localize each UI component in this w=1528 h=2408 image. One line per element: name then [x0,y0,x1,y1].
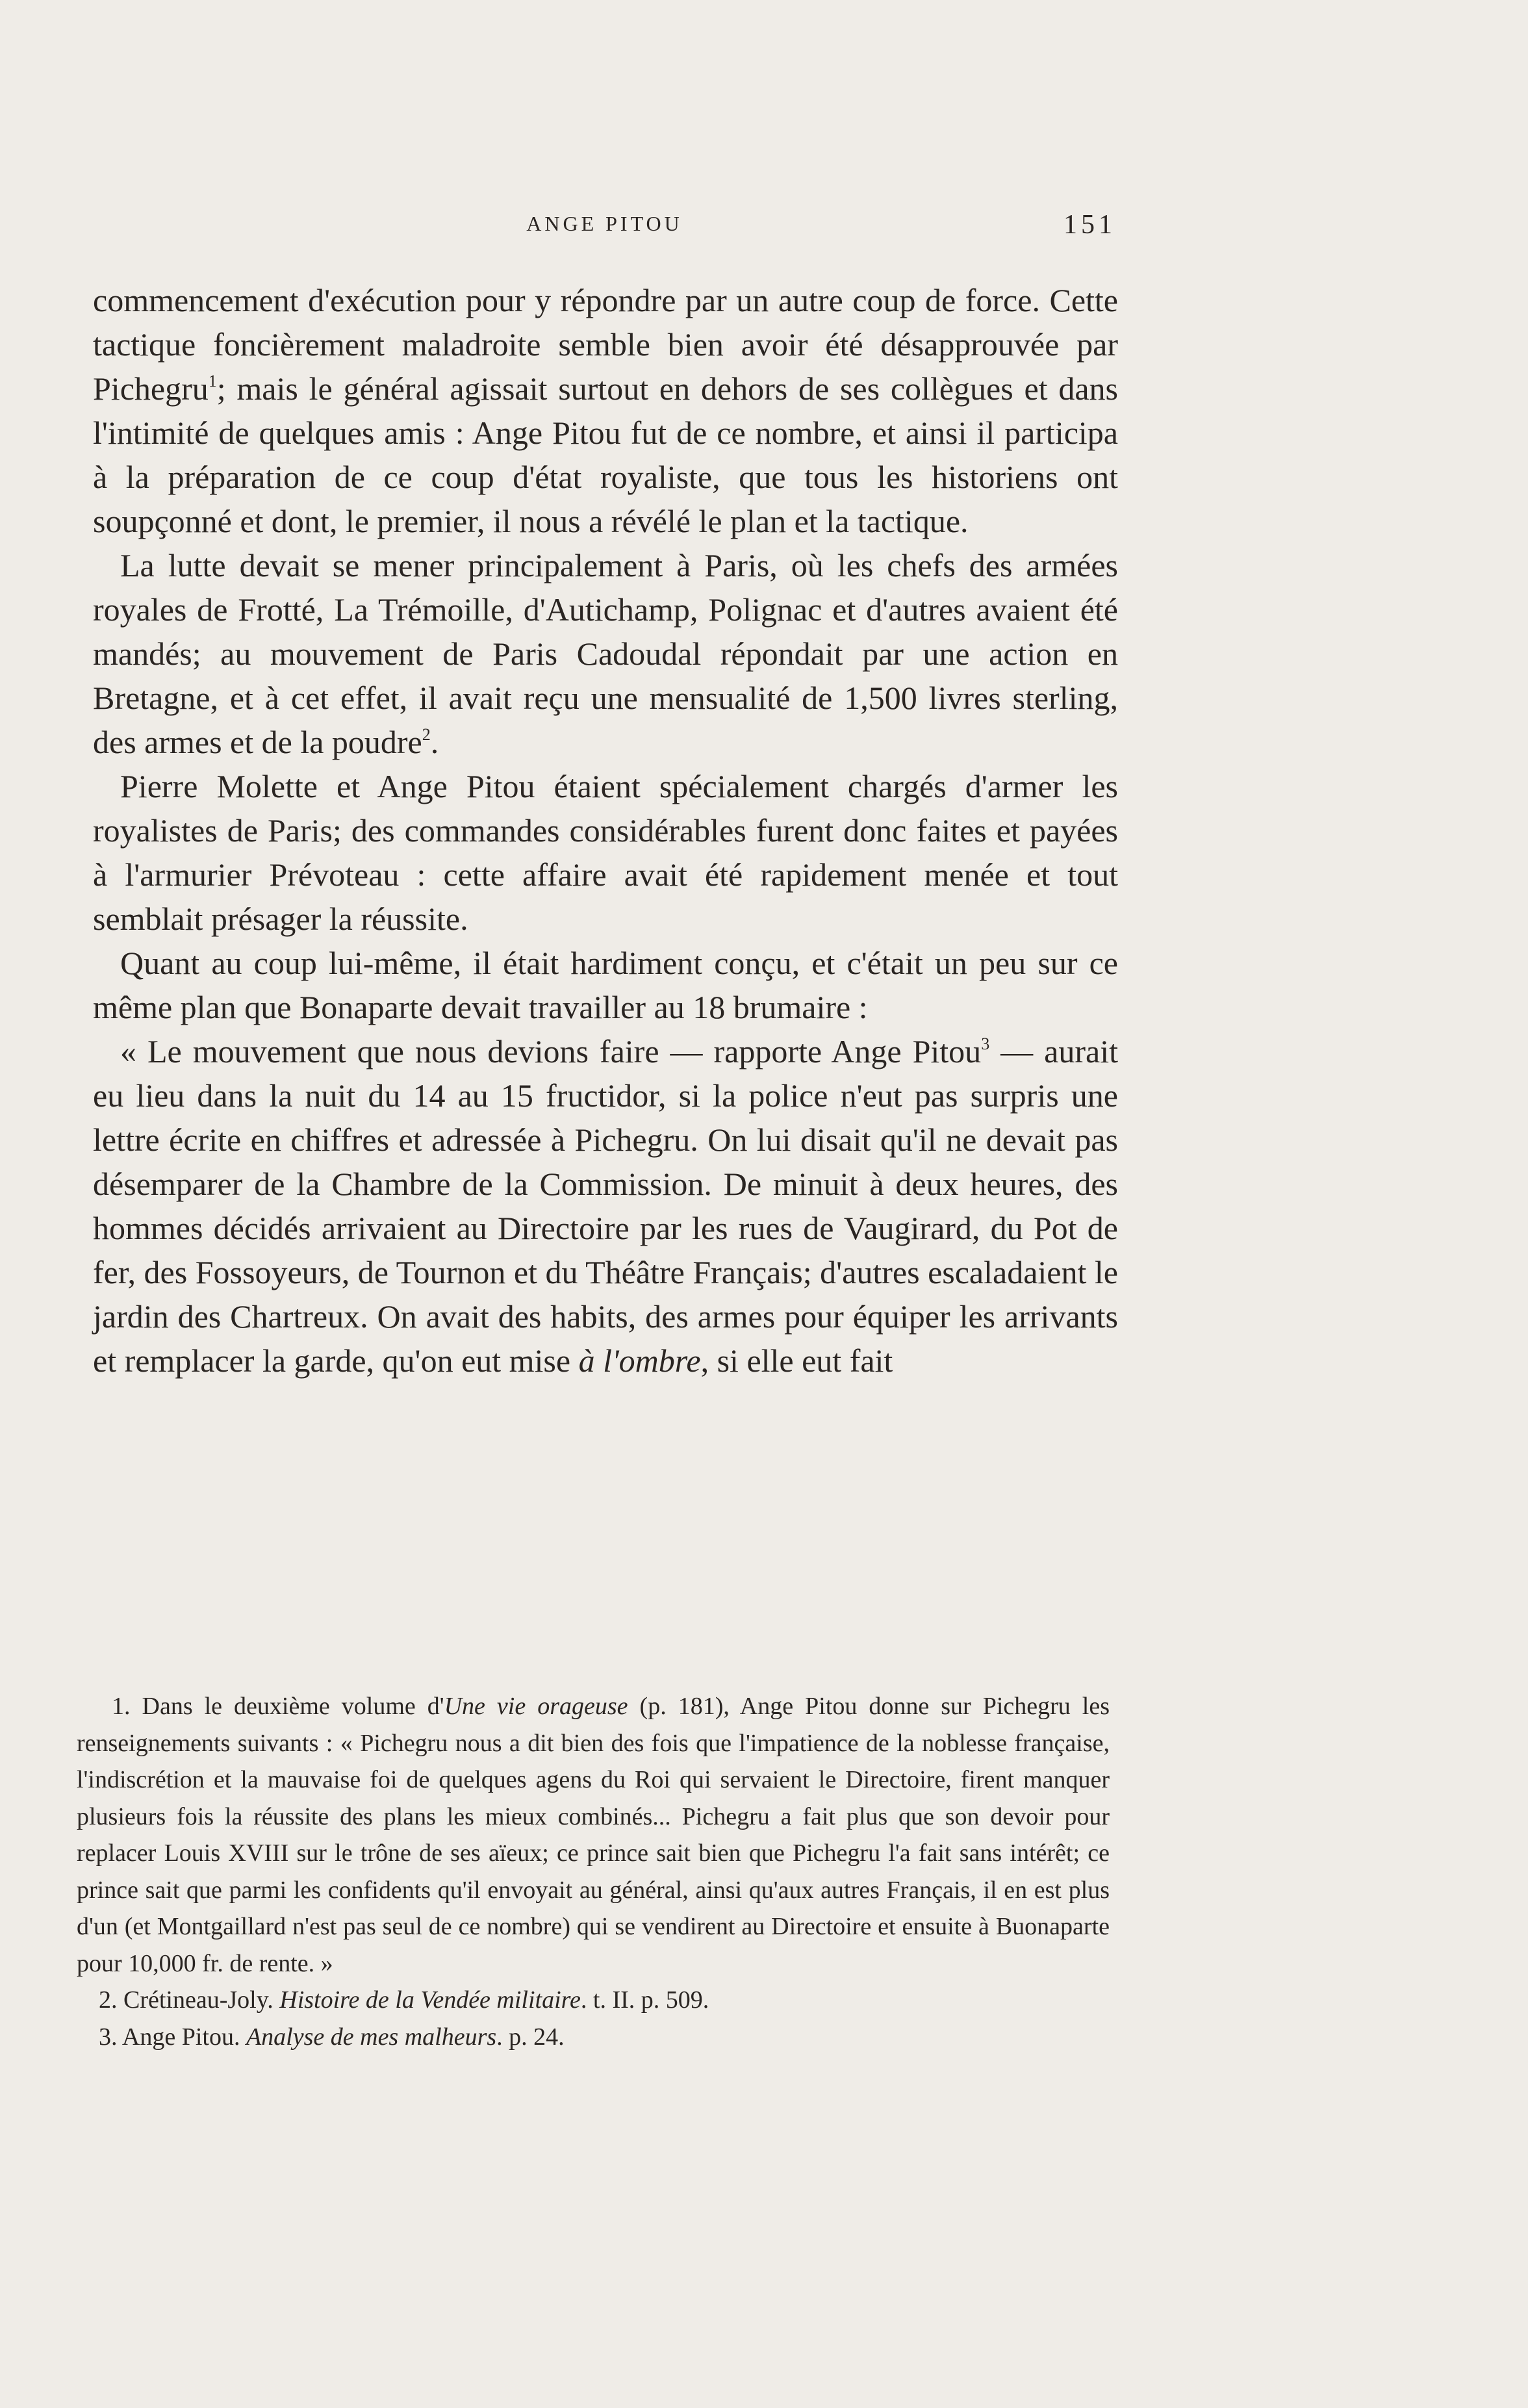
paragraph-5-italic: à l'ombre [578,1342,701,1379]
footnote-3 [77,2019,1110,2056]
footnote-1-text-cont: (p. 181), Ange Pitou donne sur Pichegru les renseignements suivants : « Pichegru nous a dit bien des fois que l'impatience de la noblesse française, l'indiscrétion et la mauvaise foi de quelques agens du Roi qui servaient le Directoire, firent manquer plusieurs fois la réussite des plans les mieux combinés... Pichegru a fait plus que son devoir pour replacer Louis XVIII sur le trône de ses aïeux; ce prince sait bien que Pichegru l'a fait sans intérêt; ce prince sait que parmi les confidents qu'il envoyait au général, ainsi qu'aux autres Français, il en est plus d'un (et Montgaillard n'est pas seul de ce nombre) qui se vendirent au Directoire et ensuite à Buonaparte pour 10,000 fr. de rente. » [77,1693,1110,1977]
paragraph-5-text-end: , si elle eut fait [700,1342,893,1379]
footnote-1-title: Une vie orageuse [444,1693,628,1720]
paragraph-4: Quant au coup lui-même, il était hardiment conçu, et c'était un peu sur ce même plan que Bonaparte devait travailler au 18 brumaire : [93,945,1118,1025]
footnote-1-text: Dans le deuxième volume d' [130,1693,444,1720]
footnote-ref-2: 2 [422,725,431,744]
paragraph-1-text-cont: ; mais le général agissait surtout en dehors de ses collègues et dans l'intimité de quelques amis : Ange Pitou fut de ce nombre, et ainsi il participa à la préparation de ce coup d'état royaliste, que tous les historiens ont soupçonné et dont, le premier, il nous a révélé le plan et la tactique. [93,370,1118,539]
footnote-2-text-cont: . t. II. p. 509. [580,1986,709,2014]
footnote-2-number: 2. [99,1986,118,2014]
footnote-2-text: Crétineau-Joly. [117,1986,280,2014]
paragraph-2 [93,543,1118,764]
paragraph-5-text: « Le mouvement que nous devions faire — rapporte Ange Pitou [120,1033,982,1070]
footnote-3-text-cont: . p. 24. [496,2023,565,2051]
paragraph-3: Pierre Molette et Ange Pitou étaient spécialement chargés d'armer les royalistes de Paris; des commandes considérables furent donc faites et payées à l'armurier Prévoteau : cette affaire avait été rapidement menée et tout semblait présager la réussite. [93,768,1118,937]
main-text [93,278,1118,1383]
footnote-2 [77,1982,1110,2019]
footnote-1-number: 1. [112,1693,131,1720]
footnote-ref-3: 3 [981,1034,990,1053]
footnote-3-title: Analyse de mes malheurs [246,2023,497,2051]
paragraph-1-text: commencement d'exécution pour y répondre par un autre coup de force. Cette tactique foncièrement maladroite semble bien avoir été désapprouvée par Pichegru [93,282,1118,407]
paragraph-5 [93,1029,1118,1383]
footnote-1 [77,1688,1110,1982]
footnotes [77,1688,1110,2055]
paragraph-2-text: La lutte devait se mener principalement à Paris, où les chefs des armées royales de Frotté, La Trémoille, d'Autichamp, Polignac et d'autres avaient été mandés; au mouvement de Paris Cadoudal répondait par une action en Bretagne, et à cet effet, il avait reçu une mensualité de 1,500 livres sterling, des armes et de la poudre [93,547,1118,760]
page-header [93,209,1116,248]
running-title: ANGE PITOU [526,212,683,235]
paragraph-1 [93,278,1118,543]
page-number: 151 [1063,210,1116,240]
paragraph-5-text-cont: — aurait eu lieu dans la nuit du 14 au 15 fructidor, si la police n'eut pas surpris une lettre écrite en chiffres et adressée à Pichegru. On lui disait qu'il ne devait pas désemparer de la Chambre de la Commission. De minuit à deux heures, des hommes décidés arrivaient au Directoire par les rues de Vaugirard, du Pot de fer, des Fossoyeurs, de Tournon et du Théâtre Français; d'autres escaladaient le jardin des Chartreux. On avait des habits, des armes pour équiper les arrivants et remplacer la garde, qu'on eut mise [93,1033,1118,1379]
footnote-3-number: 3. [99,2023,118,2051]
footnote-2-title: Histoire de la Vendée militaire [279,1986,581,2014]
footnote-3-text: Ange Pitou. [117,2023,246,2051]
footnote-ref-1: 1 [208,372,217,391]
paragraph-2-text-cont: . [430,724,439,760]
